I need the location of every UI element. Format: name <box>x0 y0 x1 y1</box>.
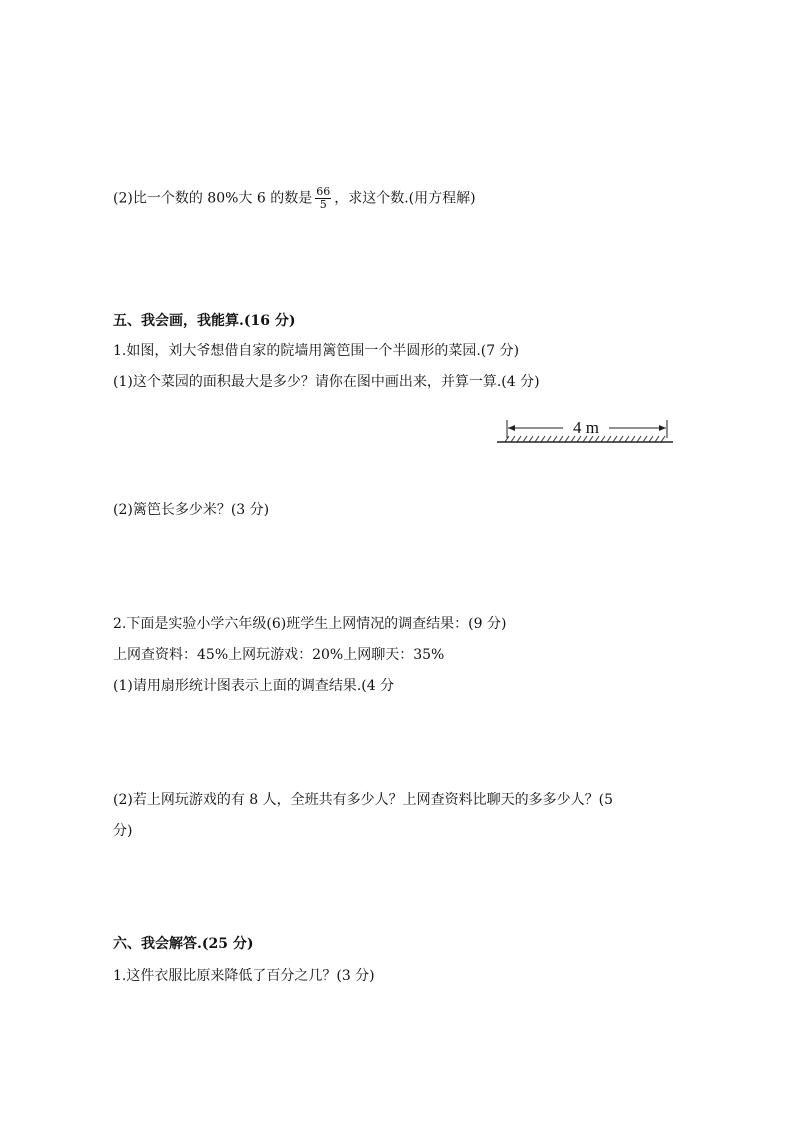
right-arrowhead <box>659 425 666 431</box>
section-5-title: 五、我会画，我能算.(16 分) <box>113 313 296 329</box>
question-5-1: 1.如图，刘大爷想借自家的院墙用篱笆围一个半圆形的菜园.(7 分) <box>113 343 520 359</box>
question-5-2-2-line2: 分) <box>113 823 133 839</box>
wall-diagram <box>495 414 675 452</box>
section-6-title: 六、我会解答.(25 分) <box>113 936 254 952</box>
question-text-prefix: (2)比一个数的 80%大 6 的数是 <box>113 190 313 207</box>
question-5-1-2: (2)篱笆长多少米？(3 分) <box>113 502 270 518</box>
question-6-1: 1.这件衣服比原来降低了百分之几？(3 分) <box>113 968 375 984</box>
wall-figure <box>495 414 675 452</box>
survey-data: 上网查资料：45%上网玩游戏：20%上网聊天：35% <box>113 647 445 663</box>
fraction <box>315 186 331 211</box>
question-text-suffix: ，求这个数.(用方程解) <box>334 190 476 207</box>
question-5-2-2-line1: (2)若上网玩游戏的有 8 人，全班共有多少人？上网查资料比聊天的多多少人？(5 <box>113 792 614 808</box>
fraction-denominator: 5 <box>319 198 327 211</box>
question-5-2-1: (1)请用扇形统计图表示上面的调查结果.(4 分 <box>113 678 395 694</box>
fraction-numerator: 66 <box>316 185 331 198</box>
left-arrowhead <box>508 425 515 431</box>
question-5-1-1: (1)这个菜园的面积最大是多少？请你在图中画出来，并算一算.(4 分) <box>113 374 540 390</box>
question-4-2 <box>113 186 476 211</box>
dimension-label: 4 m <box>573 418 599 437</box>
question-5-2: 2.下面是实验小学六年级(6)班学生上网情况的调查结果：(9 分) <box>113 616 507 632</box>
